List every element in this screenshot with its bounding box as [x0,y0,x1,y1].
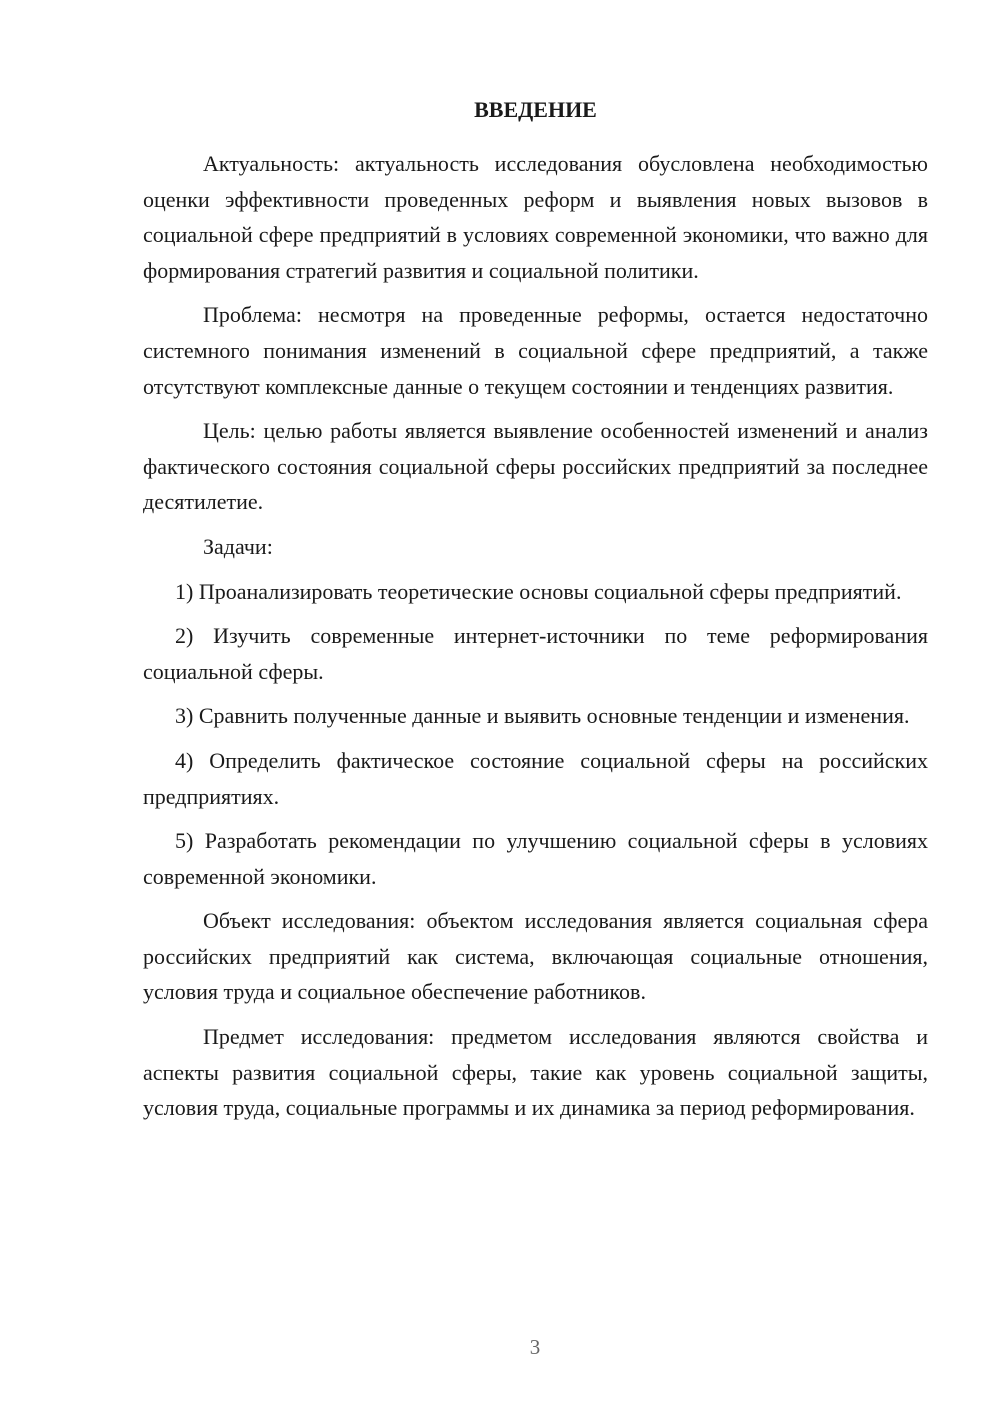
page-number: 3 [529,1335,541,1359]
problem-paragraph: Проблема: несмотря на проведенные реформы, остается недостаточно системного понимания изменений в социальной сфере предприятий, а также отсутствуют комплексные данные о текущем состоянии и тенденциях развития. [143,302,928,399]
task-item: 4) Определить фактическое состояние социальной сферы на российских предприятиях. [143,747,928,809]
task-item: 2) Изучить современные интернет-источники по теме реформирования социальной сферы. [143,623,928,684]
task-item: 3) Сравнить полученные данные и выявить основные тенденции и изменения. [175,703,910,729]
task-item: 5) Разработать рекомендации по улучшению социальной сферы в условиях современной экономики. [143,828,928,889]
tasks-label: Задачи: [203,533,273,559]
relevance-paragraph: Актуальность: актуальность исследования обусловлена необходимостью оценки эффективности проведенных реформ и выявления новых вызовов в социальной сфере предприятий в условиях современной экономики, что важно для формирования стратегий развития и социальной политики. [143,151,928,283]
object-paragraph: Объект исследования: объектом исследования является социальная сфера российских предприятий как система, включающая социальные отношения, условия труда и социальное обеспечение работников. [143,908,928,1005]
subject-paragraph: Предмет исследования: предметом исследования являются свойства и аспекты развития социальной сферы, такие как уровень социальной защиты, условия труда, социальные программы и их динамика за период реформирования. [143,1024,928,1121]
task-item: 1) Проанализировать теоретические основы социальной сферы предприятий. [175,578,902,604]
section-heading: ВВЕДЕНИЕ [474,97,597,122]
goal-paragraph: Цель: целью работы является выявление особенностей изменений и анализ фактического состояния социальной сферы российских предприятий за последнее десятилетие. [143,418,928,515]
